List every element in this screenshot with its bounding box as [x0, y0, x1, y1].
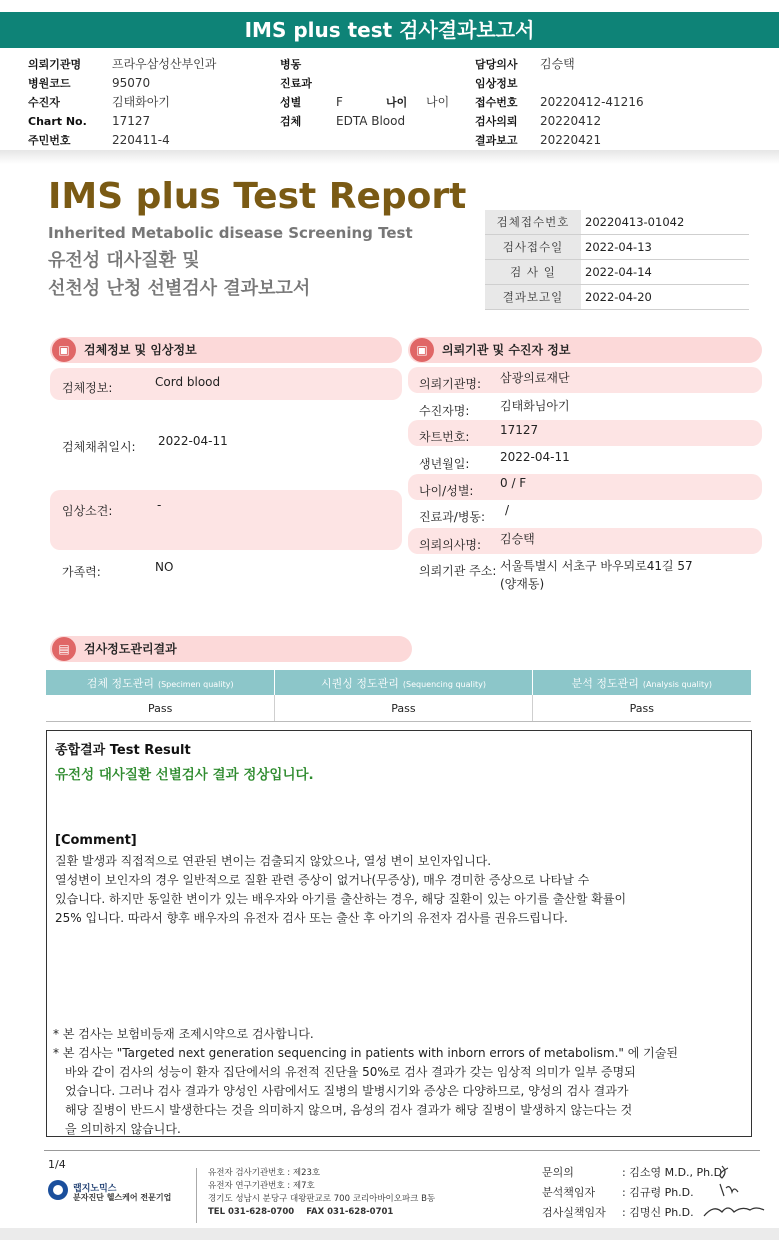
test-result-box	[46, 730, 752, 1137]
collection-label: 검체채취일시:	[62, 440, 136, 454]
address-label: 의뢰기관 주소:	[419, 564, 497, 578]
family-history-value: NO	[155, 560, 174, 574]
lock-icon: ▣	[410, 338, 434, 362]
header-label: 검체	[280, 115, 302, 128]
header-value: 20220412	[540, 114, 602, 128]
qc-header	[46, 670, 275, 695]
tel: TEL 031-628-0700	[208, 1207, 295, 1217]
header-value: 프라우삼성산부인과	[112, 57, 217, 71]
qc-header-en: (Sequencing quality)	[402, 679, 486, 689]
qc-value: Pass	[46, 695, 275, 722]
notes	[53, 1025, 747, 1139]
qc-section-header	[50, 636, 412, 662]
section-title: 의뢰기관 및 수진자 정보	[442, 343, 571, 357]
note-line: 었습니다. 그러나 검사 결과가 양성인 사람에서도 질병의 발병시기와 증상은 다양하므로, 양성의 검사 결과가	[65, 1084, 629, 1098]
note-line: 바와 같이 검사의 성능이 환자 집단에서의 유전적 진단율 50%로 검사 결과가 갖는 임상적 의미가 일부 증명되	[65, 1065, 636, 1079]
comment-line: 질환 발생과 직접적으로 연관된 변이는 검출되지 않았으나, 열성 변이 보인자입니다.	[55, 854, 492, 868]
header-label: 담당의사	[475, 58, 518, 71]
comment-body	[55, 852, 745, 928]
header-col2	[280, 55, 470, 131]
meta-key: 검 사 일	[485, 260, 581, 285]
institution-section-header	[408, 337, 762, 363]
header-label: 접수번호	[475, 96, 518, 109]
age-value: 나이	[426, 95, 450, 109]
header-col3	[475, 55, 765, 150]
staff-name: : 김소영 M.D., Ph.D.	[622, 1166, 726, 1179]
comment-heading: [Comment]	[55, 833, 137, 848]
qc-header	[275, 670, 532, 695]
comment-line: 25% 입니다. 따라서 향후 배우자의 유전자 검사 또는 출산 후 아기의 유전자 검사를 권유드립니다.	[55, 911, 568, 925]
header-divider	[0, 150, 779, 164]
meta-row	[485, 235, 749, 260]
lock-icon: ▣	[52, 338, 76, 362]
inst-value: 17127	[500, 423, 539, 437]
note-line: 을 의미하지 않습니다.	[65, 1122, 181, 1136]
header-label: 성별	[280, 96, 302, 109]
clinical-row-bg	[50, 490, 402, 550]
signature-1	[720, 1166, 728, 1178]
header-label: 결과보고	[475, 134, 518, 147]
header-value: 220411-4	[112, 133, 170, 147]
report-title-en: IMS plus Test Report	[48, 176, 467, 217]
header-label: 의뢰기관명	[28, 58, 82, 71]
collection-value: 2022-04-11	[158, 434, 228, 448]
meta-value: 20220413-01042	[581, 210, 749, 235]
staff-role: 분석책임자	[542, 1186, 596, 1199]
header-label: 진료과	[280, 77, 312, 90]
section-title: 검사정도관리결과	[84, 642, 177, 656]
company-info	[208, 1167, 435, 1219]
meta-key: 검사접수일	[485, 235, 581, 260]
meta-value: 2022-04-20	[581, 285, 749, 310]
header-value: 17127	[112, 114, 151, 128]
meta-key: 결과보고일	[485, 285, 581, 310]
note-line: 해당 질병이 반드시 발생한다는 것을 의미하지 않으며, 음성의 검사 결과가 해당 질병이 발생하지 않는다는 것	[65, 1103, 633, 1117]
header-label: Chart No.	[28, 115, 87, 128]
signature-3	[704, 1208, 764, 1216]
inst-label: 나이/성별:	[419, 484, 474, 498]
report-banner: IMS plus test 검사결과보고서	[0, 12, 779, 48]
qc-header	[532, 670, 751, 695]
clipboard-icon: ▤	[52, 637, 76, 661]
comment-line: 열성변이 보인자의 경우 일반적으로 질환 관련 증상이 없거나(무증상), 매우 경미한 증상으로 나타날 수	[55, 873, 590, 887]
bottom-band	[0, 1228, 779, 1240]
specimen-label: 검체정보:	[62, 381, 113, 395]
signatures	[700, 1158, 770, 1222]
page-number: 1/4	[48, 1158, 66, 1171]
specimen-value: Cord blood	[155, 375, 221, 389]
header-label: 병동	[280, 58, 302, 71]
inst-label: 의뢰기관명:	[419, 377, 482, 391]
inst-value: 0 / F	[500, 476, 527, 490]
company-tagline: 분자진단 헬스케어 전문기업	[73, 1193, 172, 1202]
qc-header-ko: 시퀀싱 정도관리	[321, 676, 399, 690]
staff-name: : 김규령 Ph.D.	[622, 1186, 694, 1199]
footer-separator	[196, 1168, 197, 1223]
inst-value: 2022-04-11	[500, 450, 570, 464]
meta-row	[485, 285, 749, 310]
header-value: 김승택	[540, 57, 575, 71]
header-value: 20220421	[540, 133, 602, 147]
inst-value: /	[505, 503, 510, 517]
header-col1	[28, 55, 268, 150]
header-value: F	[336, 95, 343, 109]
meta-row	[485, 260, 749, 285]
header-value: 95070	[112, 76, 151, 90]
staff-role: 검사실책임자	[542, 1206, 606, 1219]
address-line2: (양재동)	[500, 577, 545, 591]
staff-name: : 김명신 Ph.D.	[622, 1206, 694, 1219]
meta-value: 2022-04-13	[581, 235, 749, 260]
fax: FAX 031-628-0701	[306, 1207, 394, 1217]
result-heading: 종합결과 Test Result	[55, 743, 191, 758]
staff-list	[542, 1163, 726, 1223]
inst-value: 삼광의료재단	[500, 371, 570, 385]
address-line1: 서울특별시 서초구 바우뫼로41길 57	[500, 559, 693, 573]
meta-value: 2022-04-14	[581, 260, 749, 285]
report-title-ko-2: 선천성 난청 선별검사 결과보고서	[48, 278, 311, 299]
note-line: * 본 검사는 "Targeted next generation sequencing in patients with inborn errors of metabolism." 에 기술된	[53, 1046, 678, 1060]
family-history-label: 가족력:	[62, 565, 101, 579]
report-title-ko-1: 유전성 대사질환 및	[48, 250, 200, 271]
info-line: 경기도 성남시 분당구 대왕판교로 700 코리아바이오파크 B동	[208, 1194, 436, 1204]
meta-key: 검체접수번호	[485, 210, 581, 235]
header-label: 수진자	[28, 96, 60, 109]
header-label: 주민번호	[28, 134, 71, 147]
specimen-section-header	[50, 337, 402, 363]
header-value: 김태화아기	[112, 95, 170, 109]
result-summary: 유전성 대사질환 선별검사 결과 정상입니다.	[55, 767, 314, 783]
header-label: 임상정보	[475, 77, 518, 90]
qc-header-ko: 검체 정도관리	[86, 676, 154, 690]
qc-table	[46, 670, 751, 722]
inst-label: 의뢰의사명:	[419, 538, 482, 552]
company-name: 랩지노믹스	[73, 1184, 117, 1194]
receipt-meta-table	[485, 210, 749, 310]
meta-row	[485, 210, 749, 235]
inst-label: 차트번호:	[419, 430, 470, 444]
header-value: EDTA Blood	[336, 114, 406, 128]
footer-divider	[44, 1150, 760, 1151]
clinical-value: -	[157, 498, 162, 512]
inst-label: 수진자명:	[419, 404, 470, 418]
comment-line: 있습니다. 하지만 동일한 변이가 있는 배우자와 아기를 출산하는 경우, 해당 질환이 있는 아기를 출산할 확률이	[55, 892, 627, 906]
header-label: 병원코드	[28, 77, 71, 90]
section-title: 검체정보 및 임상정보	[84, 343, 197, 357]
clinical-label: 임상소견:	[62, 504, 113, 518]
note-line: * 본 검사는 보험비등재 조제시약으로 검사합니다.	[53, 1027, 314, 1041]
qc-header-en: (Specimen quality)	[157, 679, 234, 689]
inst-value: 김승택	[500, 532, 535, 546]
qc-value: Pass	[275, 695, 532, 722]
age-label: 나이	[386, 96, 408, 109]
inst-label: 진료과/병동:	[419, 510, 486, 524]
qc-value: Pass	[532, 695, 751, 722]
staff-role: 문의의	[542, 1166, 574, 1179]
company-logo-icon	[48, 1180, 68, 1200]
qc-header-en: (Analysis quality)	[642, 679, 712, 689]
report-subtitle-en: Inherited Metabolic disease Screening Test	[48, 224, 413, 242]
inst-label: 생년월일:	[419, 457, 470, 471]
info-line: 유전자 연구기관번호 : 제7호	[208, 1181, 315, 1191]
info-line: 유전자 검사기관번호 : 제23호	[208, 1168, 321, 1178]
header-value: 20220412-41216	[540, 95, 644, 109]
header-label: 검사의뢰	[475, 115, 518, 128]
signature-2	[720, 1184, 738, 1196]
qc-header-ko: 분석 정도관리	[571, 676, 639, 690]
inst-value: 김태화님아기	[500, 399, 570, 413]
